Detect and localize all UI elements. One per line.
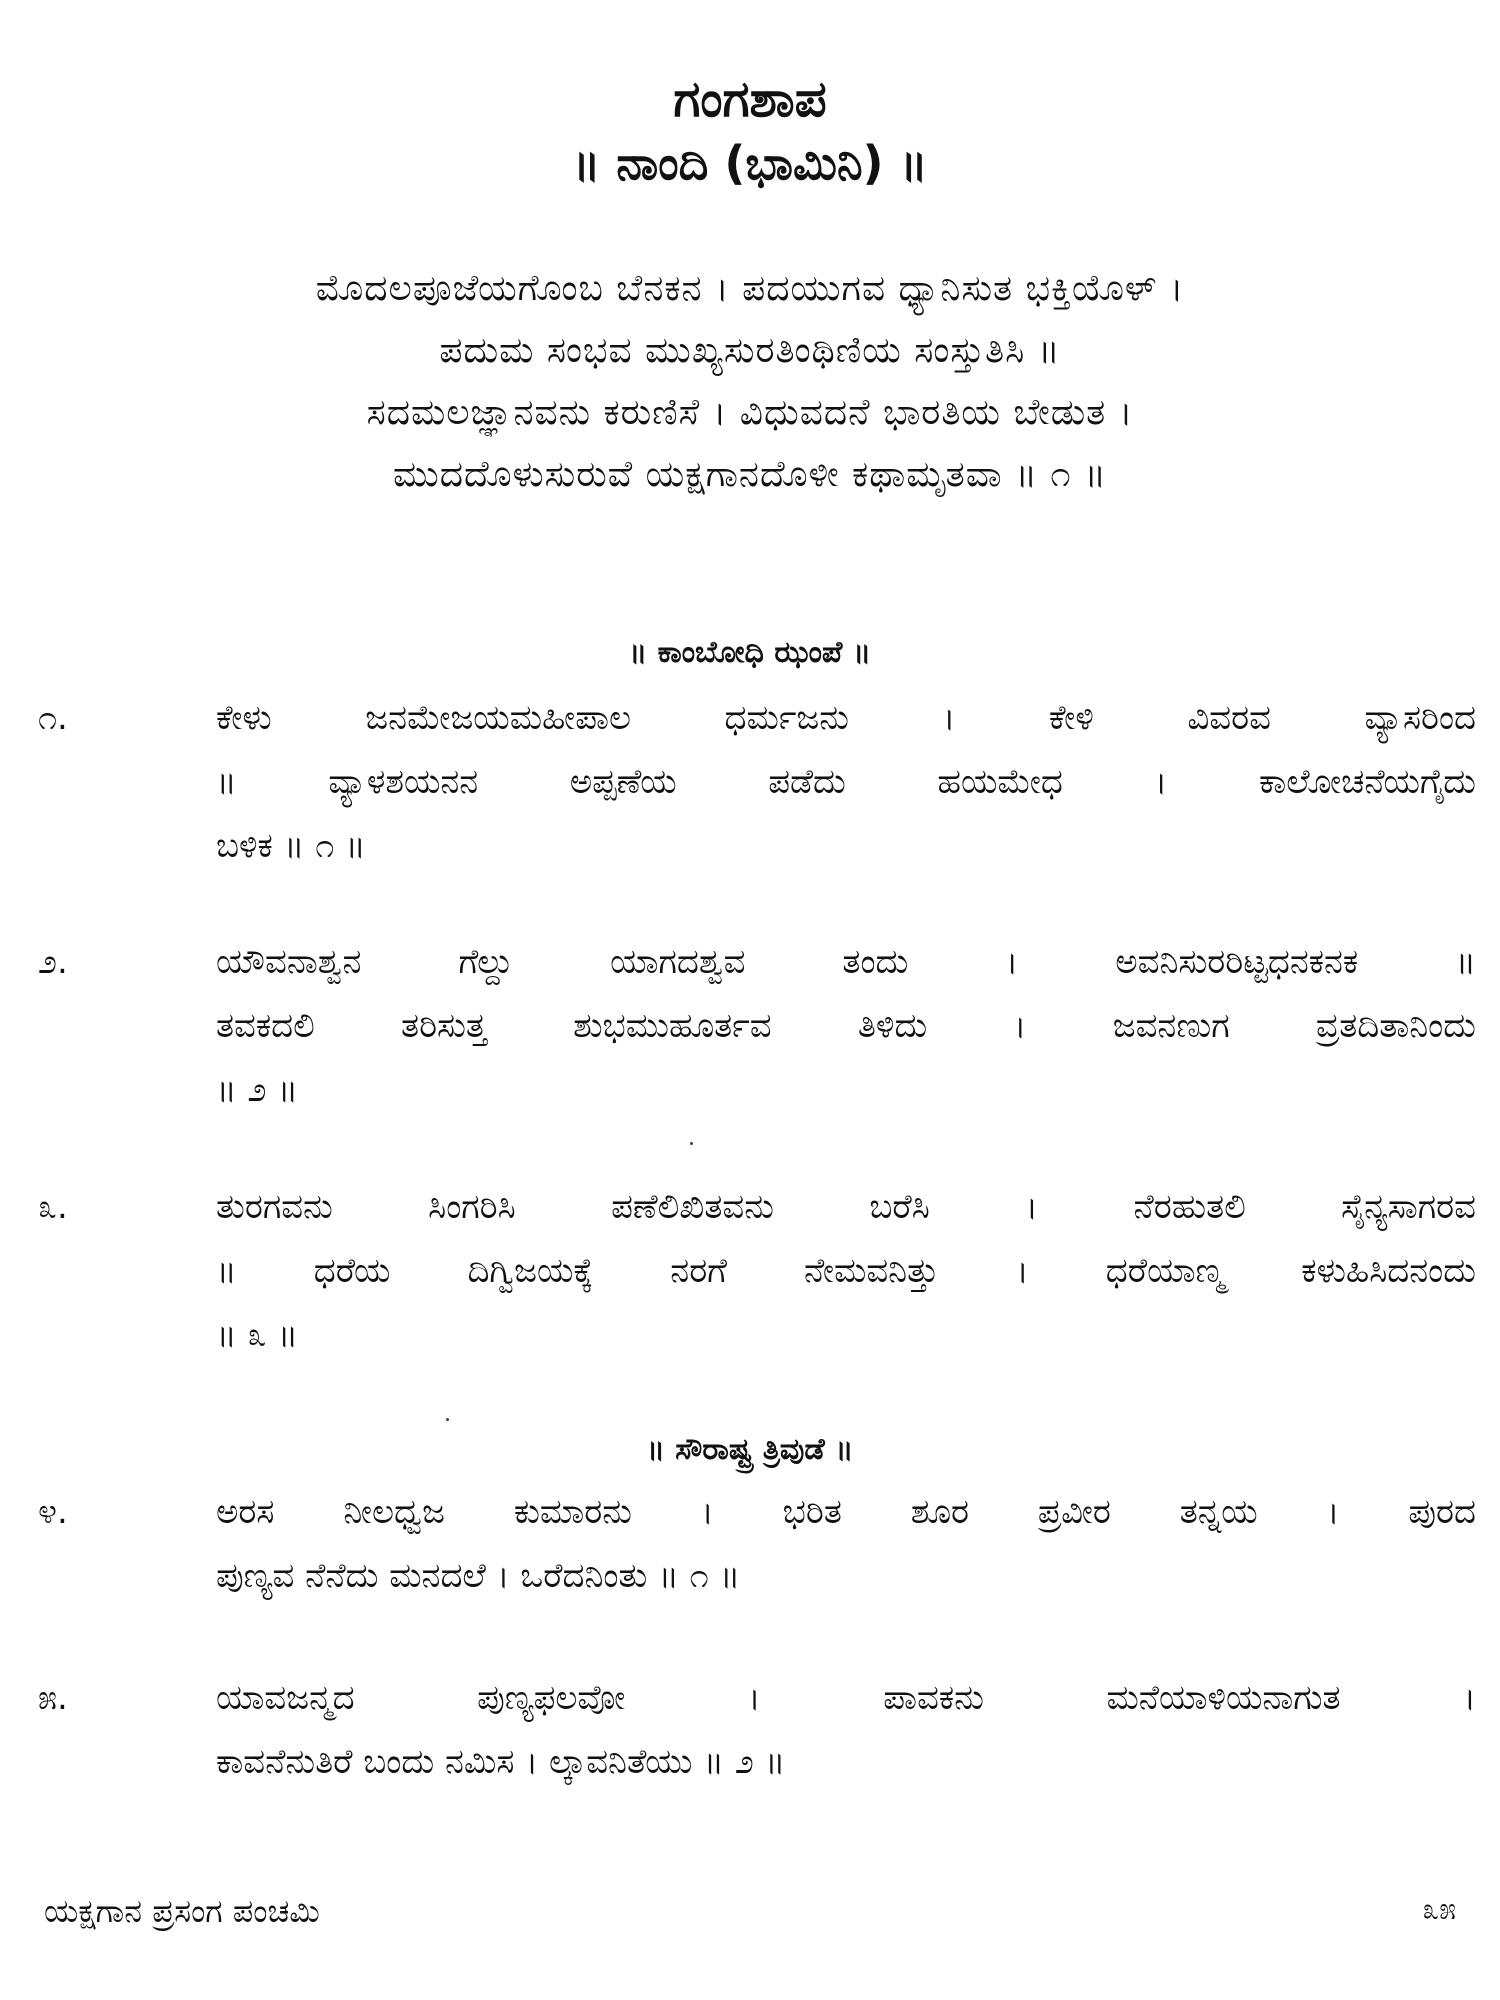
footer-page-number: ೩೫ [1422, 1892, 1456, 1927]
page-subtitle: ॥ ನಾಂದಿ (ಭಾಮಿನಿ) ॥ [572, 136, 928, 190]
verse-number: ೪. [38, 1492, 68, 1532]
verse-line: ॥ ಧರೆಯ ದಿಗ್ವಿಜಯಕ್ಕೆ ನರಗೆ ನೇಮವನಿತ್ತು । ಧರೆಯಾಣ್ಮ ಕಳುಹಿಸಿದನಂದು [216, 1251, 1476, 1291]
nandi-line: ಪದುಮ ಸಂಭವ ಮುಖ್ಯಸುರತಿಂಥಿಣಿಯ ಸಂಸ್ತುತಿಸಿ ॥ [439, 330, 1061, 371]
verse-line: ಪುಣ್ಯವ ನೆನೆದು ಮನದಲೆ । ಒರೆದನಿಂತು ॥ ೧ ॥ [216, 1556, 741, 1596]
verse-line: ತವಕದಲಿ ತರಿಸುತ್ತ ಶುಭಮುಹೂರ್ತವ ತಿಳಿದು । ಜವನಣುಗ ವ್ರತದಿತಾನಿಂದು [216, 1006, 1476, 1046]
page-title: ಗಂಗಶಾಪ [673, 70, 827, 128]
verse-line: ಅರಸ ನೀಲಧ್ವಜ ಕುಮಾರನು । ಭರಿತ ಶೂರ ಪ್ರವೀರ ತನ್ನಯ । ಪುರದ [216, 1492, 1476, 1532]
nandi-line: ಮುದದೊಳುಸುರುವೆ ಯಕ್ಷಗಾನದೊಳೀ ಕಥಾಮೃತವಾ ॥ ೧ ॥ [393, 454, 1107, 495]
verse-line: ತುರಗವನು ಸಿಂಗರಿಸಿ ಪಣೆಲಿಖಿತವನು ಬರೆಸಿ । ನೆರಹುತಲಿ ಸೈನ್ಯಸಾಗರವ [216, 1187, 1476, 1227]
verse-line: ॥ ೨ ॥ [216, 1070, 299, 1110]
verse-line: ಯಾವಜನ್ಮದ ಪುಣ್ಯಫಲವೋ । ಪಾವಕನು ಮನೆಯಾಳಿಯನಾಗುತ । [216, 1678, 1476, 1718]
section-heading-kambodhi: ॥ ಕಾಂಬೋಧಿ ಝಂಪೆ ॥ [628, 635, 872, 670]
nandi-line: ಸದಮಲಜ್ಞಾನವನು ಕರುಣಿಸೆ । ವಿಧುವದನೆ ಭಾರತಿಯ ಬೇಡುತ । [366, 392, 1134, 433]
scan-speck [446, 1418, 449, 1421]
nandi-line: ಮೊದಲಪೂಜೆಯಗೊಂಬ ಬೆನಕನ । ಪದಯುಗವ ಧ್ಯಾನಿಸುತ ಭಕ್ತಿಯೊಳ್ । [315, 268, 1185, 309]
verse-line: ಯೌವನಾಶ್ವನ ಗೆಲ್ದು ಯಾಗದಶ್ವವ ತಂದು । ಅವನಿಸುರರಿಟ್ಟಧನಕನಕ ॥ [216, 942, 1476, 982]
verse-number: ೧. [38, 698, 68, 738]
section-heading-saurashtra: ॥ ಸೌರಾಷ್ಟ್ರ ತ್ರಿವುಡೆ ॥ [646, 1432, 854, 1467]
footer-book-title: ಯಕ್ಷಗಾನ ಪ್ರಸಂಗ ಪಂಚಮಿ [44, 1892, 320, 1930]
verse-number: ೫. [38, 1678, 68, 1718]
verse-number: ೩. [38, 1187, 68, 1227]
nandi-stanza [0, 258, 1500, 506]
scan-speck [690, 1142, 693, 1145]
verse-line: ॥ ವ್ಯಾಳಶಯನನ ಅಪ್ಪಣೆಯ ಪಡೆದು ಹಯಮೇಧ । ಕಾಲೋಚನೆಯಗೈದು [216, 762, 1476, 802]
verse-line: ಕಾವನೆನುತಿರೆ ಬಂದು ನಮಿಸ । ಲ್ಕಾವನಿತೆಯು ॥ ೨ ॥ [216, 1742, 786, 1782]
verse-line: ಕೇಳು ಜನಮೇಜಯಮಹೀಪಾಲ ಧರ್ಮಜನು । ಕೇಳಿ ವಿವರವ ವ್ಯಾಸರಿಂದ [216, 698, 1476, 738]
verse-number: ೨. [38, 942, 68, 982]
verse-line: ॥ ೩ ॥ [216, 1315, 299, 1355]
verse-line: ಬಳಿಕ ॥ ೧ ॥ [216, 826, 366, 866]
